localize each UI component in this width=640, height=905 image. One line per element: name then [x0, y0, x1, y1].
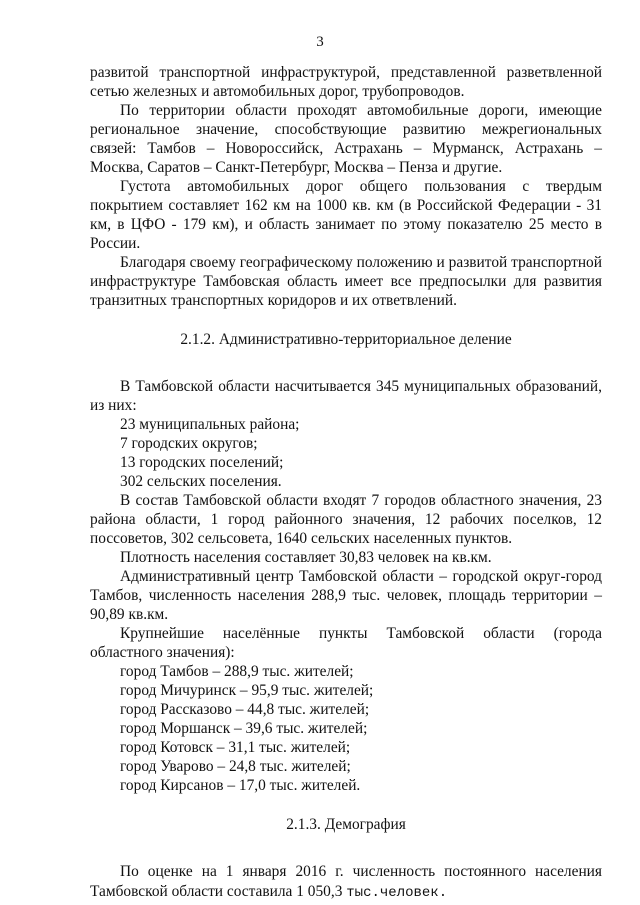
paragraph-transit: Благодаря своему географическому положению и развитой транспортной инфраструктуре Тамбовская область имеет все предпосылки для развития транзитных транспортных коридоров и их ответвлений. [90, 254, 602, 309]
paragraph-composition: В состав Тамбовской области входят 7 городов областного значения, 23 района области, 1 город районного значения, 12 рабочих поселков, 12 поссоветов, 302 сельсовета, 1640 сельских населенных пунктов. [90, 492, 602, 547]
list-item-rural-settlements: 302 сельских поселения. [120, 473, 282, 490]
city-item-tambov: город Тамбов – 288,9 тыс. жителей; [120, 663, 354, 680]
city-item-kotovsk: город Котовск – 31,1 тыс. жителей; [120, 739, 351, 756]
paragraph-infrastructure: развитой транспортной инфраструктурой, представленной разветвленной сетью железных и автомобильных дорог, трубопроводов. [90, 64, 602, 100]
population-estimate-text: По оценке на 1 января 2016 г. численность постоянного населения Тамбовской области составила 1 050,3 [90, 863, 602, 900]
page-number: 3 [316, 34, 324, 50]
list-item-city-districts: 7 городских округов; [120, 435, 258, 452]
document-body [90, 63, 602, 903]
city-item-kirsanov: город Кирсанов – 17,0 тыс. жителей. [120, 777, 361, 794]
typed-unit-text: тыс.человек. [346, 885, 448, 901]
paragraph-road-density: Густота автомобильных дорог общего пользования с твердым покрытием составляет 162 км на 1000 кв. км (в Российской Федерации - 31 км, в ЦФО - 179 км), и область занимает по этому показателю 25 место в России. [90, 178, 602, 252]
city-item-uvarovo: город Уварово – 24,8 тыс. жителей; [120, 758, 351, 775]
city-item-michurinsk: город Мичуринск – 95,9 тыс. жителей; [120, 682, 374, 699]
city-item-rasskazovo: город Рассказово – 44,8 тыс. жителей; [120, 701, 370, 718]
paragraph-roads: По территории области проходят автомобильные дороги, имеющие региональное значение, способствующие развитию межрегиональных связей: Тамбов – Новороссийск, Астрахань – Мурманск, Астрахань – Москва, Саратов – Санкт-Петербург, Москва – Пенза и другие. [90, 102, 602, 176]
paragraph-municipal-count: В Тамбовской области насчитывается 345 муниципальных образований, из них: [90, 378, 602, 414]
heading-demography: 2.1.3. Демография [286, 816, 406, 833]
paragraph-population-estimate [90, 862, 602, 903]
heading-admin-division: 2.1.2. Административно-территориальное деление [180, 331, 512, 348]
list-item-urban-settlements: 13 городских поселений; [120, 454, 284, 471]
city-item-morshansk: город Моршанск – 39,6 тыс. жителей; [120, 720, 368, 737]
paragraph-largest-settlements: Крупнейшие населённые пункты Тамбовской области (города областного значения): [90, 625, 602, 661]
paragraph-admin-center: Административный центр Тамбовской области – городской округ-город Тамбов, численность населения 288,9 тыс. человек, площадь территории – 90,89 кв.км. [90, 568, 602, 623]
paragraph-population-density: Плотность населения составляет 30,83 человек на кв.км. [120, 549, 492, 566]
list-item-municipal-districts: 23 муниципальных района; [120, 416, 300, 433]
